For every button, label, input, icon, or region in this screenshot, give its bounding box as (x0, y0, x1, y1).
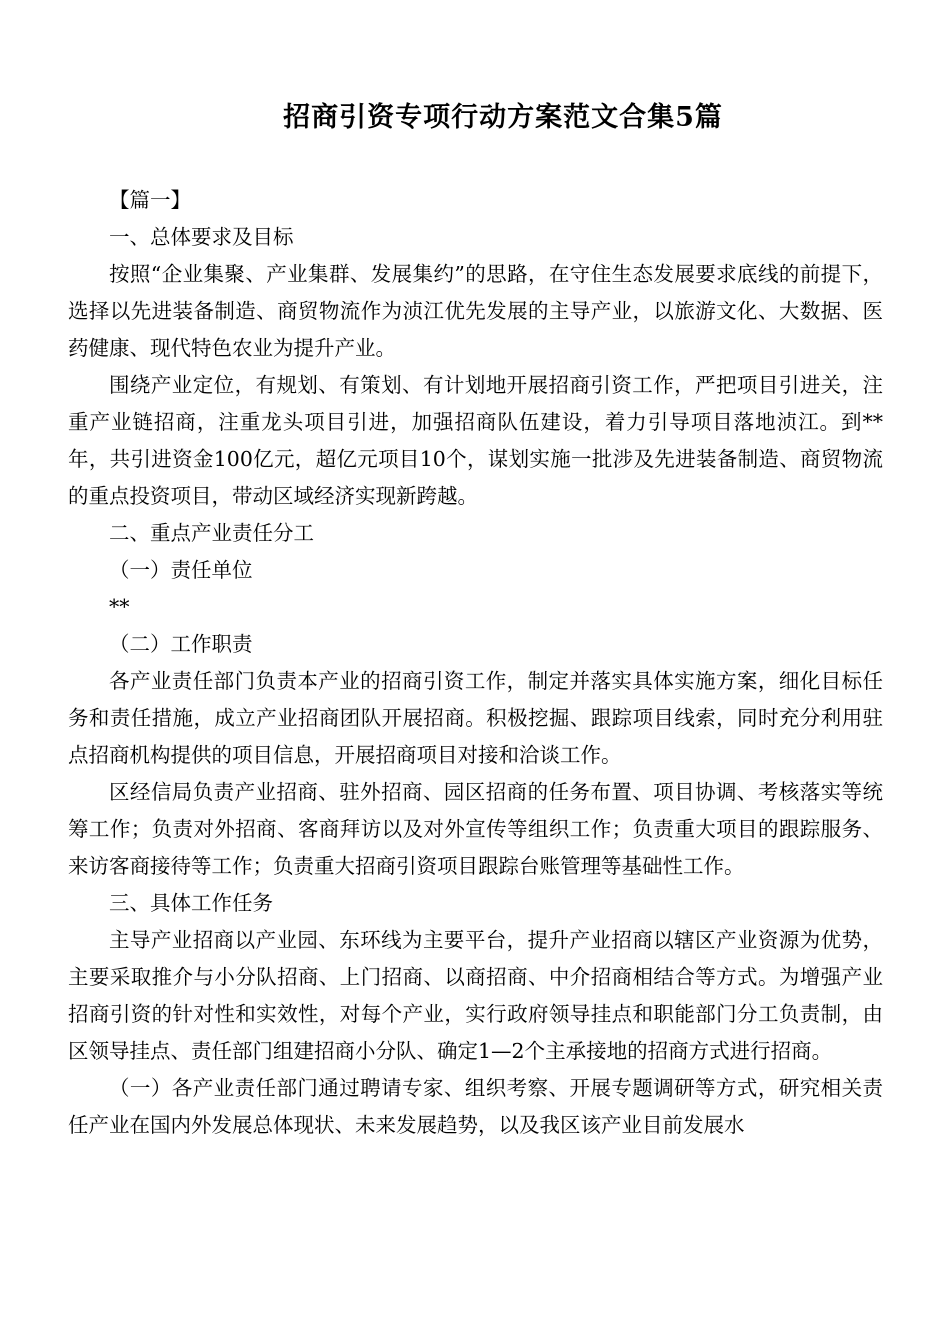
document-title: 招商引资专项行动方案范文合集5篇 (283, 102, 723, 133)
subheading-2: （二）工作职责 (109, 632, 253, 656)
paragraph: 各产业责任部门负责本产业的招商引资工作，制定并落实具体实施方案，细化目标任务和责任措施，成立产业招商团队开展招商。积极挖掘、跟踪项目线索，同时充分利用驻点招商机构提供的项目信息，开展招商项目对接和洽谈工作。 (68, 669, 883, 767)
subheading-1: （一）责任单位 (109, 558, 253, 582)
responsible-units: ** (109, 595, 130, 619)
paragraph: 按照“企业集聚、产业集群、发展集约”的思路，在守住生态发展要求底线的前提下，选择以先进装备制造、商贸物流作为浈江优先发展的主导产业，以旅游文化、大数据、医药健康、现代特色农业为提升产业。 (68, 262, 883, 360)
heading-2: 二、重点产业责任分工 (109, 521, 314, 545)
section-label: 【篇一】 (109, 188, 191, 212)
heading-3: 三、具体工作任务 (109, 891, 273, 915)
paragraph: 主导产业招商以产业园、东环线为主要平台，提升产业招商以辖区产业资源为优势，主要采取推介与小分队招商、上门招商、以商招商、中介招商相结合等方式。为增强产业招商引资的针对性和实效性，对每个产业，实行政府领导挂点和职能部门分工负责制，由区领导挂点、责任部门组建招商小分队、确定1—2个主承接地的招商方式进行招商。 (68, 928, 883, 1063)
document-body (68, 182, 883, 1144)
paragraph: 围绕产业定位，有规划、有策划、有计划地开展招商引资工作，严把项目引进关，注重产业链招商，注重龙头项目引进，加强招商队伍建设，着力引导项目落地浈江。到**年，共引进资金100亿元，超亿元项目10个，谋划实施一批涉及先进装备制造、商贸物流的重点投资项目，带动区域经济实现新跨越。 (68, 373, 883, 508)
heading-1: 一、总体要求及目标 (109, 225, 294, 249)
paragraph: （一）各产业责任部门通过聘请专家、组织考察、开展专题调研等方式，研究相关责任产业在国内外发展总体现状、未来发展趋势，以及我区该产业目前发展水 (68, 1076, 883, 1137)
paragraph: 区经信局负责产业招商、驻外招商、园区招商的任务布置、项目协调、考核落实等统筹工作；负责对外招商、客商拜访以及对外宣传等组织工作；负责重大项目的跟踪服务、来访客商接待等工作；负责重大招商引资项目跟踪台账管理等基础性工作。 (68, 780, 883, 878)
